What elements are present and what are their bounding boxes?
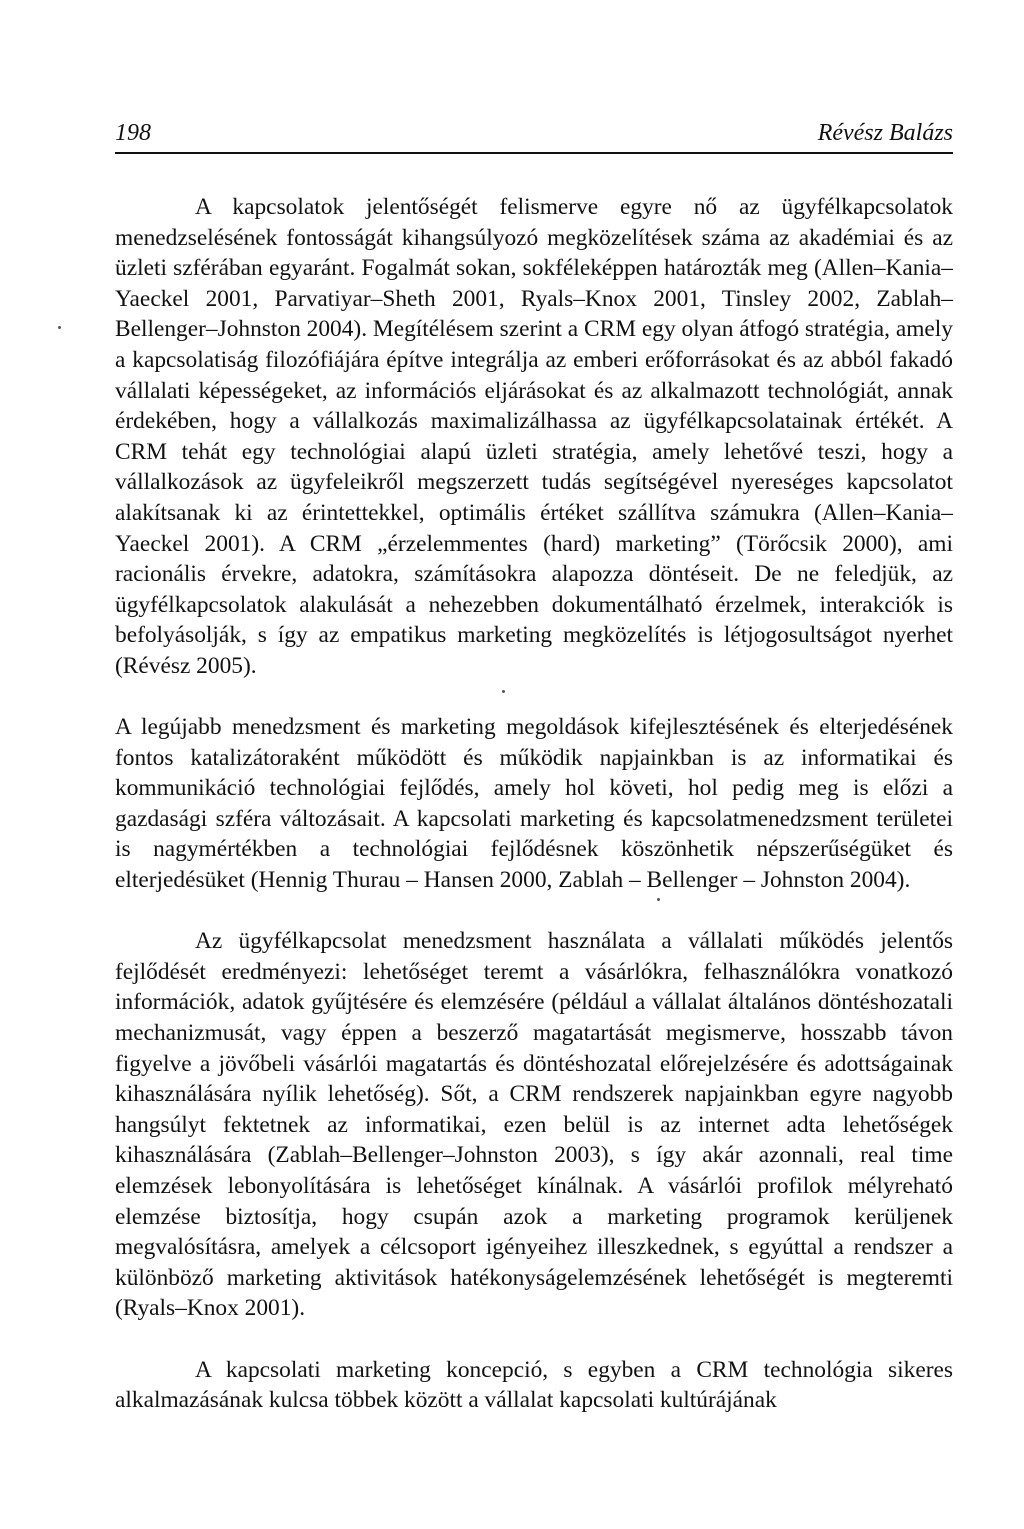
scan-speck: [58, 326, 61, 329]
paragraph-2: A legújabb menedzsment és marketing megoldások kifejlesztésének és elterjedésének fontos katalizátoraként működött és működik napjainkban is az informatikai és kommunikáció technológiai fejlődés, amely hol követi, hol pedig meg is előzi a gazdasági szféra változásait. A kapcsolati marketing és kapcsolatmenedzsment területei is nagymértékben a technológiai fejlődésnek köszönhetik népszerűségüket és elterjedésüket (Hennig Thurau – Hansen 2000, Zablah – Bellenger – Johnston 2004).: [115, 714, 953, 894]
page-number: 198: [115, 120, 151, 146]
paragraph-3: Az ügyfélkapcsolat menedzsment használata a vállalati működés jelentős fejlődését eredményezi: lehetőséget teremt a vásárlókra, felhasználókra vonatkozó információk, adatok gyűjtésére és elemzésére (például a vállalat általános döntéshozatali mechanizmusát, vagy éppen a beszerző magatartását megismerve, hosszabb távon figyelve a jövőbeli vásárlói magatartás és döntéshozatal előrejelzésére és adottságainak kihasználására nyílik lehetőség). Sőt, a CRM rendszerek napjainkban egyre nagyobb hangsúlyt fektetnek az informatikai, ezen belül is az internet adta lehetőségek kihasználására (Zablah–Bellenger–Johnston 2003), s így akár azonnali, real time elemzések lebonyolítására is lehetőséget kínálnak. A vásárlói profilok mélyreható elemzése biztosítja, hogy csupán azok a marketing programok kerüljenek megvalósításra, amelyek a célcsoport igényeihez illeszkednek, s egyúttal a rendszer a különböző marketing aktivitások hatékonyságelemzésének lehetőségét is megteremti (Ryals–Knox 2001).: [115, 928, 953, 1322]
paragraph-1: A kapcsolatok jelentőségét felismerve egyre nő az ügyfélkapcsolatok menedzselésének fontosságát kihangsúlyozó megközelítések száma az akadémiai és az üzleti szférában egyaránt. Fogalmát sokan, sokféleképpen határozták meg (Allen–Kania–Yaeckel 2001, Parvatiyar–Sheth 2001, Ryals–Knox 2001, Tinsley 2002, Zablah–Bellenger–Johnston 2004). Megítélésem szerint a CRM egy olyan átfogó stratégia, amely a kapcsolatiság filozófiájára építve integrálja az emberi erőforrásokat és az abból fakadó vállalati képességeket, az információs eljárásokat és az alkalmazott technológiát, annak érdekében, hogy a vállalkozás maximalizálhassa az ügyfélkapcsolatainak értékét. A CRM tehát egy technológiai alapú üzleti stratégia, amely lehetővé teszi, hogy a vállalkozások az ügyfeleikről megszerzett tudás segítségével nyereséges kapcsolatot alakítsanak ki az érintettekkel, optimális értéket szállítva számukra (Allen–Kania–Yaeckel 2001). A CRM „érzelemmentes (hard) marketing” (Törőcsik 2000), ami racionális érvekre, adatokra, számításokra alapozza döntéseit. De ne feledjük, az ügyfélkapcsolatok alakulását a nehezebben dokumentálható érzelmek, interakciók is befolyásolják, s így az empatikus marketing megközelítés is létjogosultságot nyerhet (Révész 2005).: [115, 194, 953, 679]
paragraph-4: A kapcsolati marketing koncepció, s egyben a CRM technológia sikeres alkalmazásának kulcsa többek között a vállalat kapcsolati kultúrájának: [115, 1356, 953, 1414]
body-text: [115, 192, 953, 1416]
running-header-author: Révész Balázs: [817, 120, 953, 146]
scan-speck: [657, 898, 660, 901]
scan-speck: [502, 690, 505, 693]
running-header: [115, 118, 953, 154]
